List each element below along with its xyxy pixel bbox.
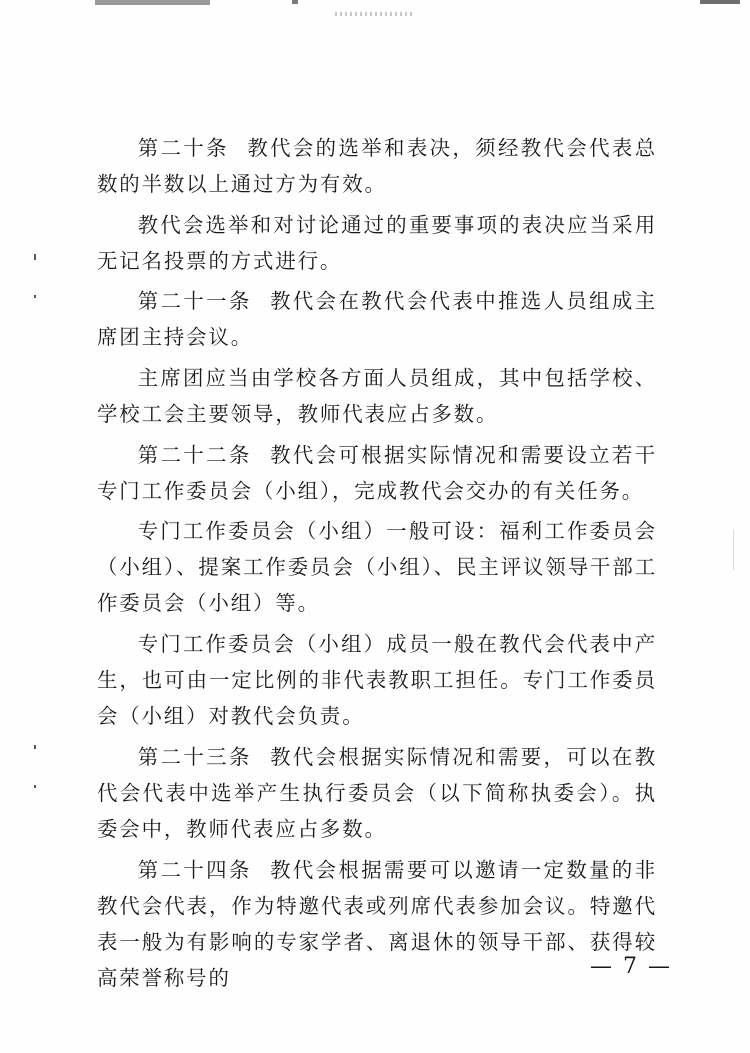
paragraph-text: 专门工作委员会（小组）成员一般在教代会代表中产生，也可由一定比例的非代表教职工担任。专门工作委员会（小组）对教代会负责。 [97,632,657,729]
article-number: 第二十二条 [137,442,252,467]
paragraph-article-21-presidium [97,360,657,432]
scan-edge-mark [95,0,210,5]
paragraph-text: 主席团应当由学校各方面人员组成，其中包括学校、学校工会主要领导，教师代表应占多数。 [97,366,657,427]
binding-hole-mark [34,254,36,260]
paragraph-text: 教代会根据需要可以邀请一定数量的非教代会代表，作为特邀代表或列席代表参加会议。特邀代表一般为有影响的专家学者、离退休的领导干部、获得较高荣誉称号的 [97,857,658,990]
article-number: 第二十三条 [137,744,252,769]
paragraph-article-24 [97,852,657,996]
paragraph-article-20 [97,130,657,202]
scan-noise [733,530,734,570]
paragraph-text: 教代会在教代会代表中推选人员组成主席团主持会议。 [97,289,658,350]
scan-edge-mark [700,0,740,4]
paragraph-article-22-members [97,626,657,734]
binding-hole-mark [34,745,36,749]
scan-edge-mark [292,0,298,4]
paragraph-article-23 [97,739,657,847]
paragraph-article-20-secret-ballot [97,207,657,279]
paragraph-article-22-committees [97,513,657,621]
paragraph-text: 教代会选举和对讨论通过的重要事项的表决应当采用无记名投票的方式进行。 [97,212,657,273]
page-number: — 7 — [590,954,672,979]
article-number: 第二十一条 [137,289,252,314]
binding-hole-mark [34,785,36,788]
binding-hole-mark [34,295,36,298]
paragraph-text: 教代会的选举和表决，须经教代会代表总数的半数以上通过方为有效。 [97,136,657,196]
paragraph-text: 专门工作委员会（小组）一般可设：福利工作委员会（小组）、提案工作委员会（小组）、民主评议领导干部工作委员会（小组）等。 [97,519,657,616]
document-body [97,130,657,1000]
scan-artifacts-top [0,0,750,8]
article-number: 第二十四条 [137,857,252,882]
paragraph-article-21 [97,283,657,355]
paragraph-text: 教代会根据实际情况和需要，可以在教代会代表中选举产生执行委员会（以下简称执委会）。执委会中，教师代表应占多数。 [97,744,658,841]
paragraph-article-22 [97,437,657,509]
article-number: 第二十条 [137,136,229,160]
scan-noise [335,12,415,16]
paragraph-text: 教代会可根据实际情况和需要设立若干专门工作委员会（小组），完成教代会交办的有关任务。 [97,442,658,503]
